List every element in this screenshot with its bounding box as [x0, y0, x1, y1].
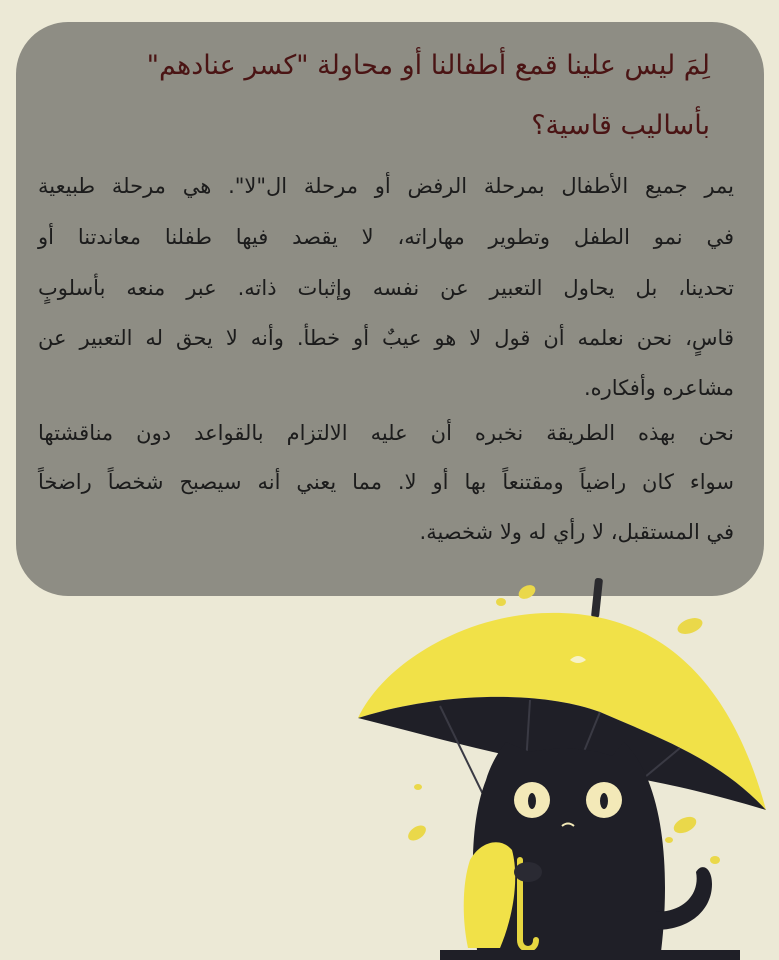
card-title-line-2: بأساليب قاسية؟	[531, 110, 710, 141]
rain-drop	[496, 598, 506, 606]
paragraph-2-line-1: نحن بهذه الطريقة نخبره أن عليه الالتزام بالقواعد دون مناقشتها	[38, 421, 734, 445]
card-title-line-1: لِمَ ليس علينا قمع أطفالنا أو محاولة "كسر عنادهم"	[146, 50, 710, 81]
umbrella-rib	[440, 706, 515, 860]
umbrella-canopy	[358, 613, 766, 810]
cat-raincoat	[464, 842, 515, 948]
paragraph-1-line-2: في نمو الطفل وتطوير مهاراته، لا يقصد فيها طفلنا معاندتنا أو	[38, 225, 734, 249]
cat-paw	[514, 862, 542, 882]
rain-drop	[675, 615, 704, 637]
paragraph-2-line-2: سواء كان راضياً ومقتنعاً بها أو لا. مما يعني أنه سيصبح شخصاً راضخاً	[38, 470, 734, 494]
umbrella-rib	[520, 700, 530, 860]
rain-drop	[414, 784, 422, 790]
umbrella-ribs	[440, 700, 680, 860]
rain-drop	[665, 837, 673, 843]
cat-eye-right	[586, 782, 622, 818]
text-card	[16, 22, 764, 596]
umbrella-underside	[358, 697, 766, 810]
cat-eyes	[514, 782, 622, 818]
umbrella-rib	[540, 712, 600, 860]
cat-pupil-right	[600, 793, 608, 809]
rain-drop	[710, 856, 720, 864]
ground	[440, 950, 740, 960]
rain-drop	[405, 822, 428, 843]
cat-tail	[655, 867, 712, 930]
umbrella-handle	[520, 860, 536, 949]
rain-drops	[405, 582, 720, 864]
cat-mouth	[562, 824, 574, 827]
cat-body	[473, 742, 665, 960]
paragraph-1-line-4: قاسٍ، نحن نعلمه أن قول لا هو عيبٌ أو خطأ. وأنه لا يحق له التعبير عن	[38, 326, 734, 350]
paragraph-1-line-5: مشاعره وأفكاره.	[583, 376, 734, 400]
cat-pupil-left	[528, 793, 536, 809]
cat-eye-left	[514, 782, 550, 818]
paragraph-1-line-3: تحدينا، بل يحاول التعبير عن نفسه وإثبات ذاته. عبر منعه بأسلوبٍ	[38, 276, 734, 300]
umbrella-rib	[545, 748, 680, 860]
paragraph-2-line-3: في المستقبل، لا رأي له ولا شخصية.	[419, 520, 734, 544]
rain-drop	[671, 814, 699, 837]
paragraph-1-line-1: يمر جميع الأطفال بمرحلة الرفض أو مرحلة ال"لا". هي مرحلة طبيعية	[38, 174, 734, 198]
canopy-highlight	[570, 656, 586, 663]
